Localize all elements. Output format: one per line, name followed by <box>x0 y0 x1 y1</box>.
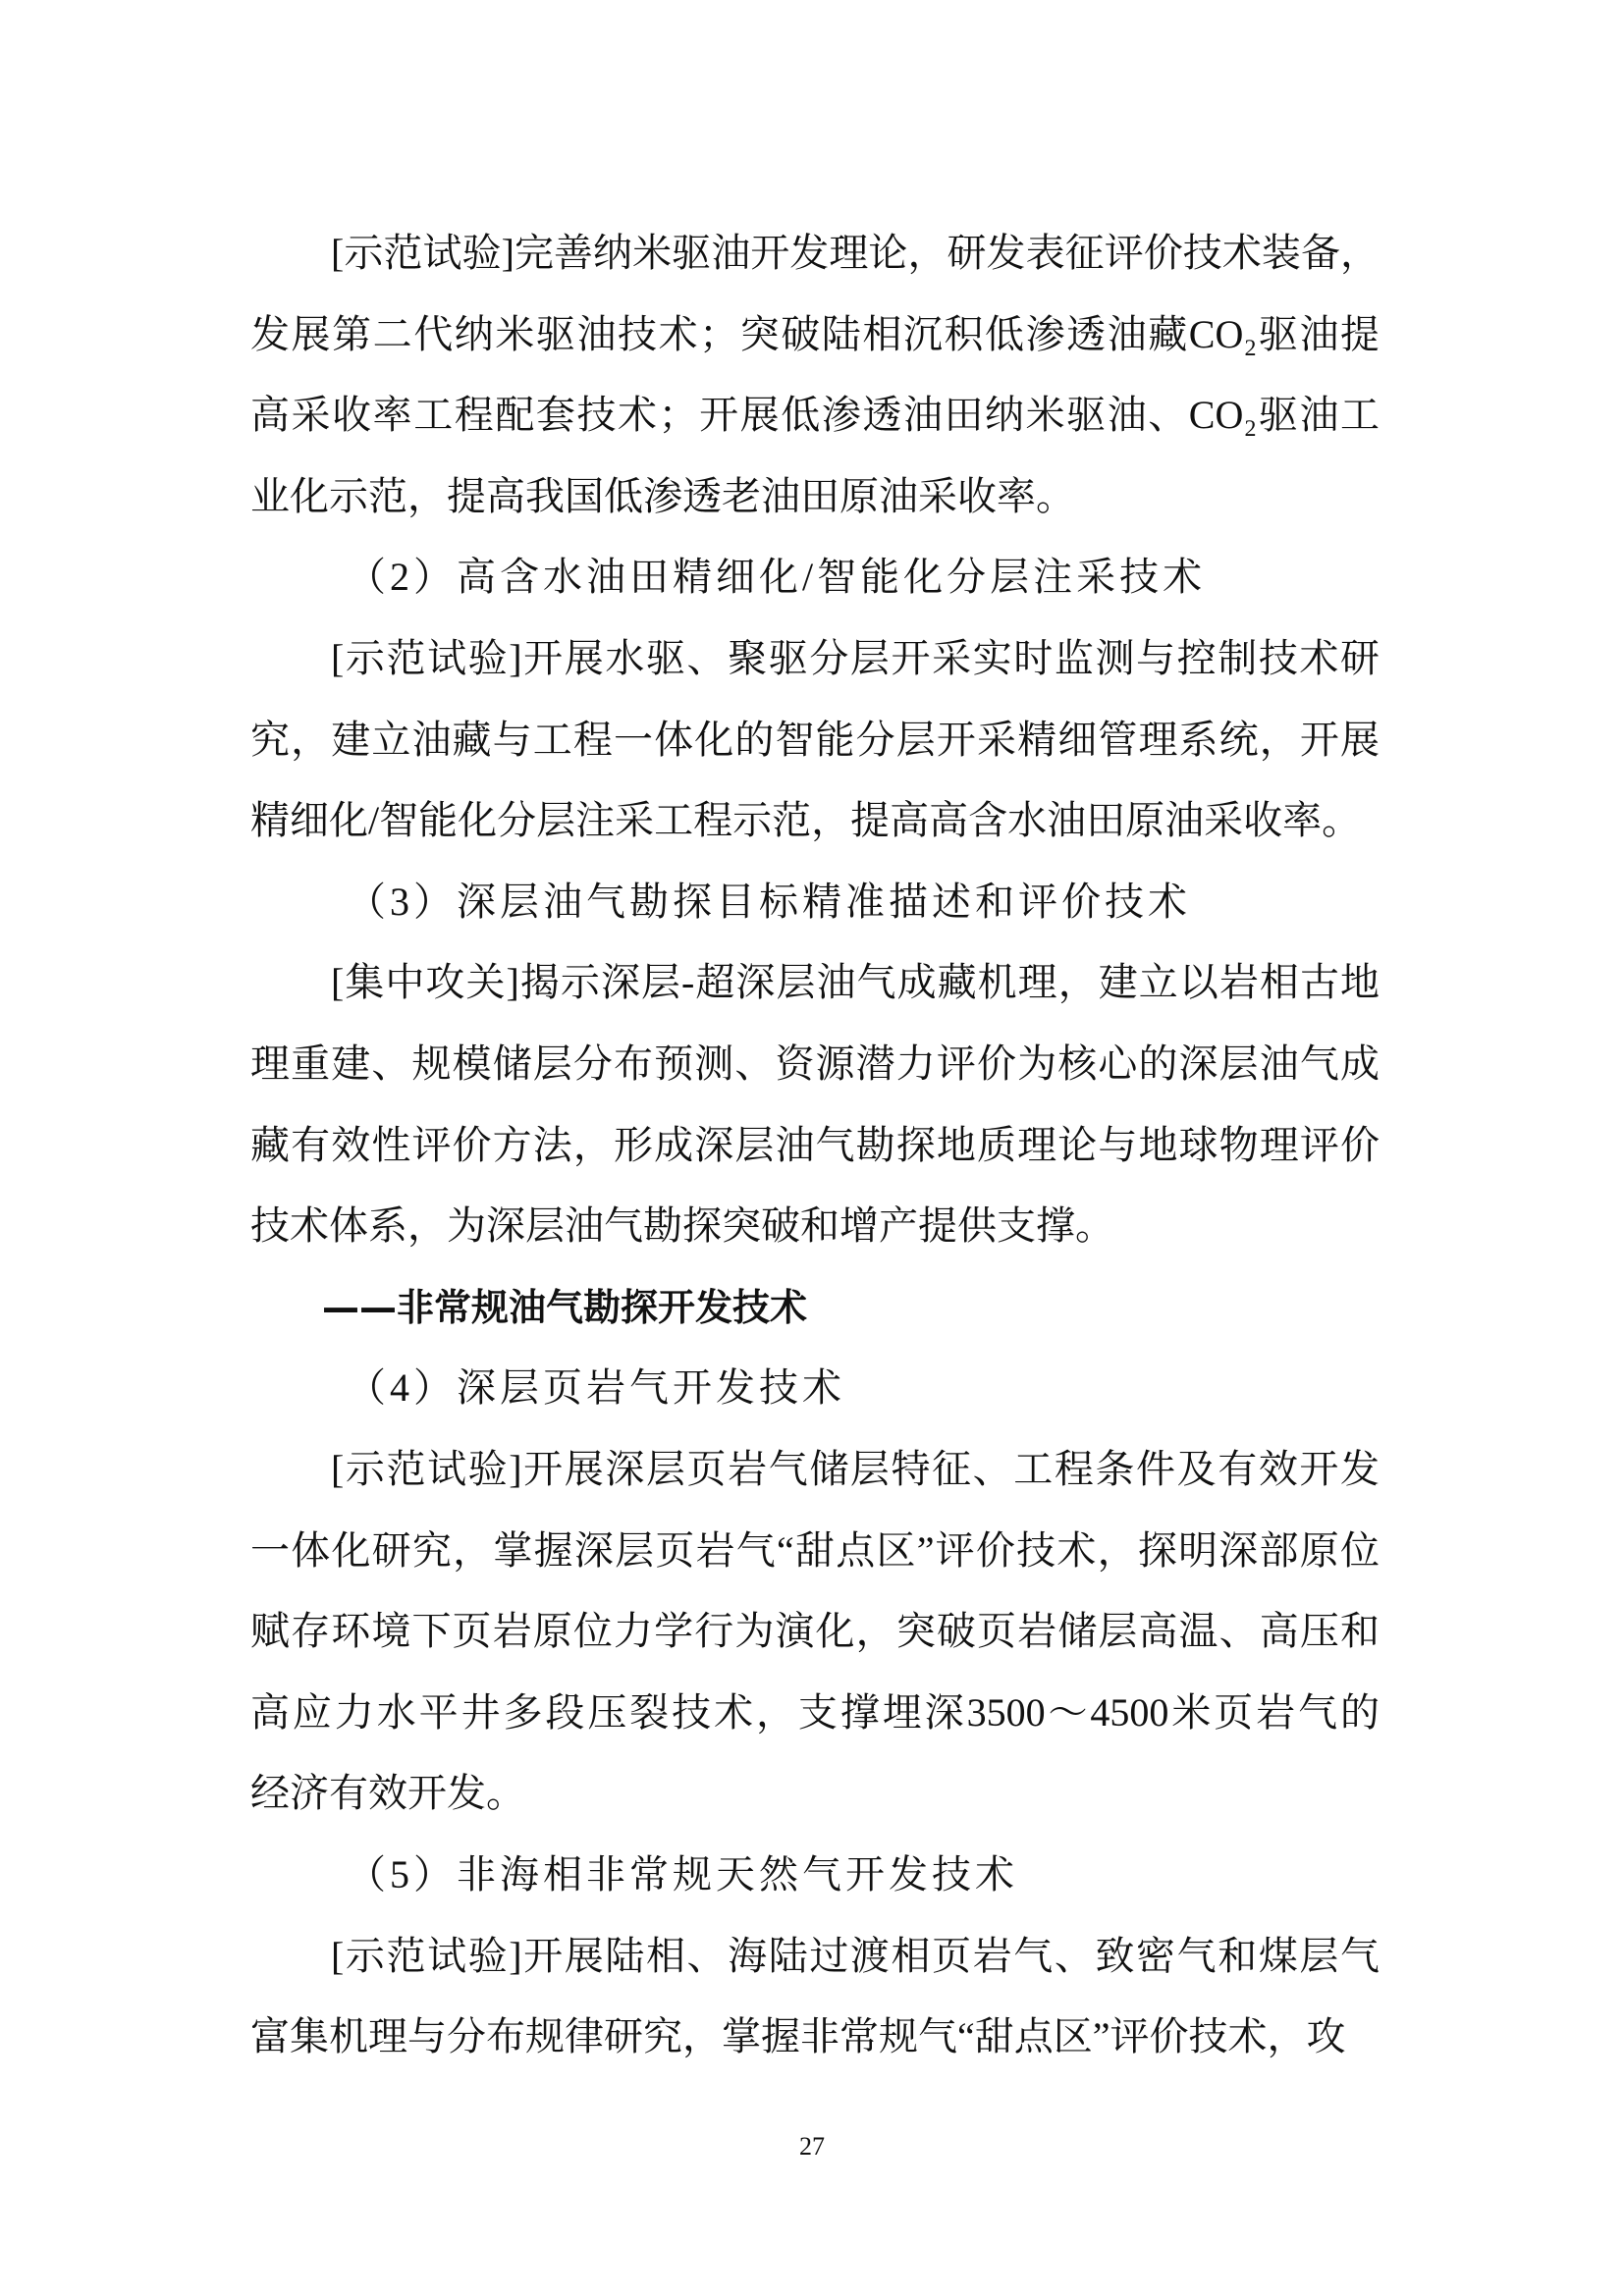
paragraph-first-line: [示范试验]开展陆相、海陆过渡相页岩气、致密气和煤层气 <box>331 1933 1380 1978</box>
paragraph-line: 高采收率工程配套技术；开展低渗透油田纳米驱油、CO₂驱油工 <box>250 393 1380 438</box>
section-heading: （4）深层页岩气开发技术 <box>347 1365 845 1411</box>
paragraph-line: 富集机理与分布规律研究，掌握非常规气“甜点区”评价技术，攻 <box>250 2014 1346 2059</box>
paragraph-line: 经济有效开发。 <box>250 1771 525 1816</box>
paragraph-line: 高应力水平井多段压裂技术，支撑埋深3500～4500米页岩气的 <box>250 1689 1380 1735</box>
paragraph-line: 业化示范，提高我国低渗透老油田原油采收率。 <box>250 473 1075 518</box>
paragraph-line: 精细化/智能化分层注采工程示范，提高高含水油田原油采收率。 <box>250 798 1362 843</box>
paragraph-line: 一体化研究，掌握深层页岩气“甜点区”评价技术，探明深部原位 <box>250 1527 1380 1573</box>
paragraph-line: 技术体系，为深层油气勘探突破和增产提供支撑。 <box>250 1203 1114 1249</box>
paragraph-first-line: [示范试验]完善纳米驱油开发理论，研发表征评价技术装备， <box>331 231 1380 275</box>
section-category-title: ——非常规油气勘探开发技术 <box>322 1285 808 1329</box>
paragraph-line: 藏有效性评价方法，形成深层油气勘探地质理论与地球物理评价 <box>250 1122 1380 1167</box>
section-heading: （3）深层油气勘探目标精准描述和评价技术 <box>347 879 1191 924</box>
page-number: 27 <box>799 2132 825 2161</box>
paragraph-first-line: [集中攻关]揭示深层-超深层油气成藏机理，建立以岩相古地 <box>331 960 1380 1005</box>
paragraph-first-line: [示范试验]开展深层页岩气储层特征、工程条件及有效开发 <box>331 1447 1380 1491</box>
paragraph-first-line: [示范试验]开展水驱、聚驱分层开采实时监测与控制技术研 <box>331 636 1380 680</box>
paragraph-line: 理重建、规模储层分布预测、资源潜力评价为核心的深层油气成 <box>250 1041 1380 1086</box>
paragraph-line: 发展第二代纳米驱油技术；突破陆相沉积低渗透油藏CO₂驱油提 <box>250 311 1380 356</box>
section-heading: （2）高含水油田精细化/智能化分层注采技术 <box>347 555 1207 600</box>
section-heading: （5）非海相非常规天然气开发技术 <box>347 1852 1018 1896</box>
paragraph-line: 究，建立油藏与工程一体化的智能分层开采精细管理系统，开展 <box>250 717 1380 762</box>
paragraph-line: 赋存环境下页岩原位力学行为演化，突破页岩储层高温、高压和 <box>250 1609 1380 1654</box>
